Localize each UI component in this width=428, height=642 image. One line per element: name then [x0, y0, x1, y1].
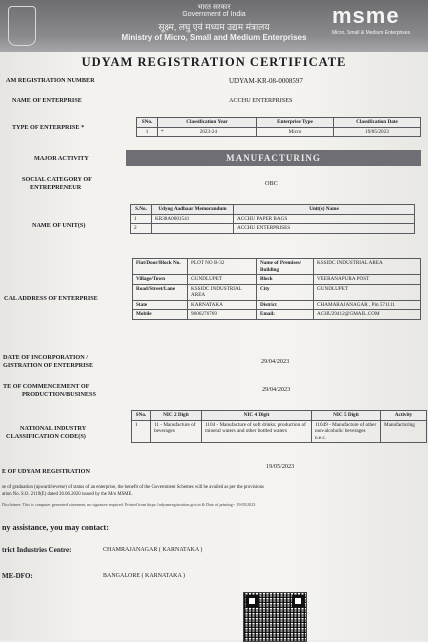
table-cell: 19/05/2023	[334, 127, 421, 137]
table-cell-star: *	[161, 128, 164, 135]
unit-names-label: NAME OF UNIT(S)	[32, 222, 86, 229]
table-cell: KR38A0001541	[152, 214, 234, 224]
table-cell: 1	[132, 420, 151, 443]
table-cell: Email:	[257, 310, 314, 320]
table-cell: KSSIDC INDUSTRIAL AREA	[314, 259, 421, 275]
table-header-row	[131, 205, 415, 215]
dic-value: CHAMRAJANAGAR ( KARNATAKA )	[103, 547, 203, 553]
address-label: CAL ADDRESS OF ENTERPRISE	[4, 295, 98, 302]
table-cell: Block	[257, 275, 314, 285]
commencement-label-2: PRODUCTION/BUSINESS	[22, 391, 96, 398]
table-cell: 1104 - Manufacture of soft drinks; production of mineral waters and other bottled waters	[202, 420, 312, 443]
table-cell: ACCHU PAPER BAGS	[234, 214, 415, 224]
dic-label: trict Industries Centre:	[2, 546, 72, 554]
enterprise-type-star: *	[81, 124, 85, 131]
table-cell: CHAMARAJANAGAR , Pin 571111	[314, 300, 421, 310]
table-header: Classification Year	[158, 118, 257, 128]
enterprise-type-label	[12, 124, 84, 132]
table-header: NIC 4 Digit	[202, 411, 312, 421]
qr-finder-icon	[292, 595, 304, 607]
table-row	[133, 275, 421, 285]
qr-finder-icon	[246, 595, 258, 607]
incorporation-label-1: DATE OF INCORPORATION /	[3, 354, 88, 361]
table-cell: KSSIDC INDUSTRIAL AREA	[188, 284, 257, 300]
social-category-label-1: SOCIAL CATEGORY OF	[22, 176, 92, 183]
reg-number-label: AM REGISTRATION NUMBER	[6, 77, 95, 84]
address-table	[132, 258, 421, 320]
incorporation-value: 29/04/2023	[261, 358, 290, 365]
msme-logo-text: msme	[332, 3, 400, 28]
msme-logo	[332, 3, 420, 43]
unit-names-table	[130, 204, 415, 234]
table-cell: 1	[137, 127, 158, 137]
table-cell: 9606276769	[188, 310, 257, 320]
major-activity-value: MANUFACTURING	[126, 150, 421, 166]
table-header: Udyog Aadhaar Memorandum	[152, 205, 234, 215]
table-row	[131, 224, 415, 234]
table-row	[133, 284, 421, 300]
table-header: SNo.	[137, 118, 158, 128]
table-cell: Road/Street/Lane	[133, 284, 188, 300]
table-row	[131, 214, 415, 224]
assistance-heading: ny assistance, you may contact:	[2, 523, 109, 532]
table-cell: District	[257, 300, 314, 310]
table-cell: Manufacturing	[381, 420, 427, 443]
table-cell	[152, 224, 234, 234]
table-row	[132, 420, 427, 443]
nic-label-1: NATIONAL INDUSTRY	[20, 425, 87, 432]
table-cell: 11 - Manufacture of beverages	[151, 420, 202, 443]
table-row	[137, 127, 421, 137]
table-cell: Mobile	[133, 310, 188, 320]
ministry-text: Ministry of Micro, Small and Medium Enterprises	[121, 33, 307, 42]
table-cell: PLOT NO B-32	[188, 259, 257, 275]
table-cell: Flat/Door/Block No.	[133, 259, 188, 275]
reg-number-value: UDYAM-KR-08-0008597	[229, 77, 303, 85]
table-cell: 1	[131, 214, 152, 224]
table-cell: VEERANAPURA POST	[314, 275, 421, 285]
table-cell: Name of Premises/ Building	[257, 259, 314, 275]
table-cell: Micro	[257, 127, 334, 137]
table-header: SNo.	[132, 411, 151, 421]
social-category-value: OBC	[265, 180, 278, 187]
table-header: NIC 2 Digit	[151, 411, 202, 421]
table-row	[133, 310, 421, 320]
gov-hindi-text: भारत सरकार	[197, 4, 231, 11]
table-header: Classification Date	[334, 118, 421, 128]
major-activity-label: MAJOR ACTIVITY	[34, 155, 89, 162]
social-category-label-2: ENTREPRENEUR	[30, 184, 82, 191]
table-cell: KARNATAKA	[188, 300, 257, 310]
table-row	[133, 300, 421, 310]
table-header: Unit(s) Name	[234, 205, 415, 215]
gov-text: Government of India	[182, 11, 246, 18]
commencement-value: 29/04/2023	[262, 386, 291, 393]
nic-label-2: CLASSIFICATION CODE(S)	[6, 433, 86, 440]
commencement-label-1: TE OF COMMENCEMENT OF	[3, 383, 90, 390]
qr-code-icon	[243, 592, 307, 642]
table-cell: ACCHU ENTERPRISES	[234, 224, 415, 234]
table-cell: 11049 - Manufacture of other non-alcoholic beverages n.e.c.	[312, 420, 381, 443]
table-cell: 2	[131, 224, 152, 234]
table-cell	[158, 127, 257, 137]
dfo-label: ME-DFO:	[2, 572, 33, 580]
table-cell: City	[257, 284, 314, 300]
disclaimer-text: Disclaimer: This is computer generated statement, no signature required. Printed from https://udyamregistration.gov.in & Date of printing:- 19/05/2023	[2, 502, 256, 507]
table-cell: GUNDLUPET	[188, 275, 257, 285]
graduation-note-line2: ation No. S.O. 2119(E) dated 26.06.2020 issued by the M/o MSME.	[2, 492, 133, 497]
table-header-row	[137, 118, 421, 128]
table-cell: ACHU29412@GMAIL.COM	[314, 310, 421, 320]
udyam-date-label: E OF UDYAM REGISTRATION	[2, 468, 90, 475]
table-cell: GUNDLUPET	[314, 284, 421, 300]
msme-logo-subtext: Micro, Small & Medium Enterprises	[332, 30, 411, 36]
incorporation-label-2: GISTRATION OF ENTERPRISE	[3, 362, 94, 369]
dfo-value: BANGALORE ( KARNATAKA )	[103, 573, 186, 579]
table-header: NIC 5 Digit	[312, 411, 381, 421]
udyam-date-value: 19/05/2023	[266, 463, 295, 470]
header-banner	[0, 0, 428, 52]
table-header-row	[132, 411, 427, 421]
table-cell: Village/Town	[133, 275, 188, 285]
table-header: Activity	[381, 411, 427, 421]
graduation-note-line1: se of graduation (upward/reverse) of status of an enterprise, the benefit of the Government Schemes will be availed as per the provisions	[2, 485, 264, 490]
nic-table	[131, 410, 427, 443]
enterprise-name-value: ACCHU ENTERPRISES	[229, 97, 293, 104]
table-header: Enterprise Type	[257, 118, 334, 128]
enterprise-type-label-text: TYPE OF ENTERPRISE	[12, 124, 80, 131]
enterprise-name-label: NAME OF ENTERPRISE	[12, 97, 82, 104]
certificate-title: UDYAM REGISTRATION CERTIFICATE	[81, 55, 347, 69]
table-row	[133, 259, 421, 275]
table-cell-year: 2023-24	[199, 128, 217, 135]
ministry-hindi-text: सूक्ष्म, लघु एवं मध्यम उद्यम मंत्रालय	[158, 22, 270, 32]
table-cell: State	[133, 300, 188, 310]
table-header: S.No.	[131, 205, 152, 215]
enterprise-type-table	[136, 117, 421, 137]
